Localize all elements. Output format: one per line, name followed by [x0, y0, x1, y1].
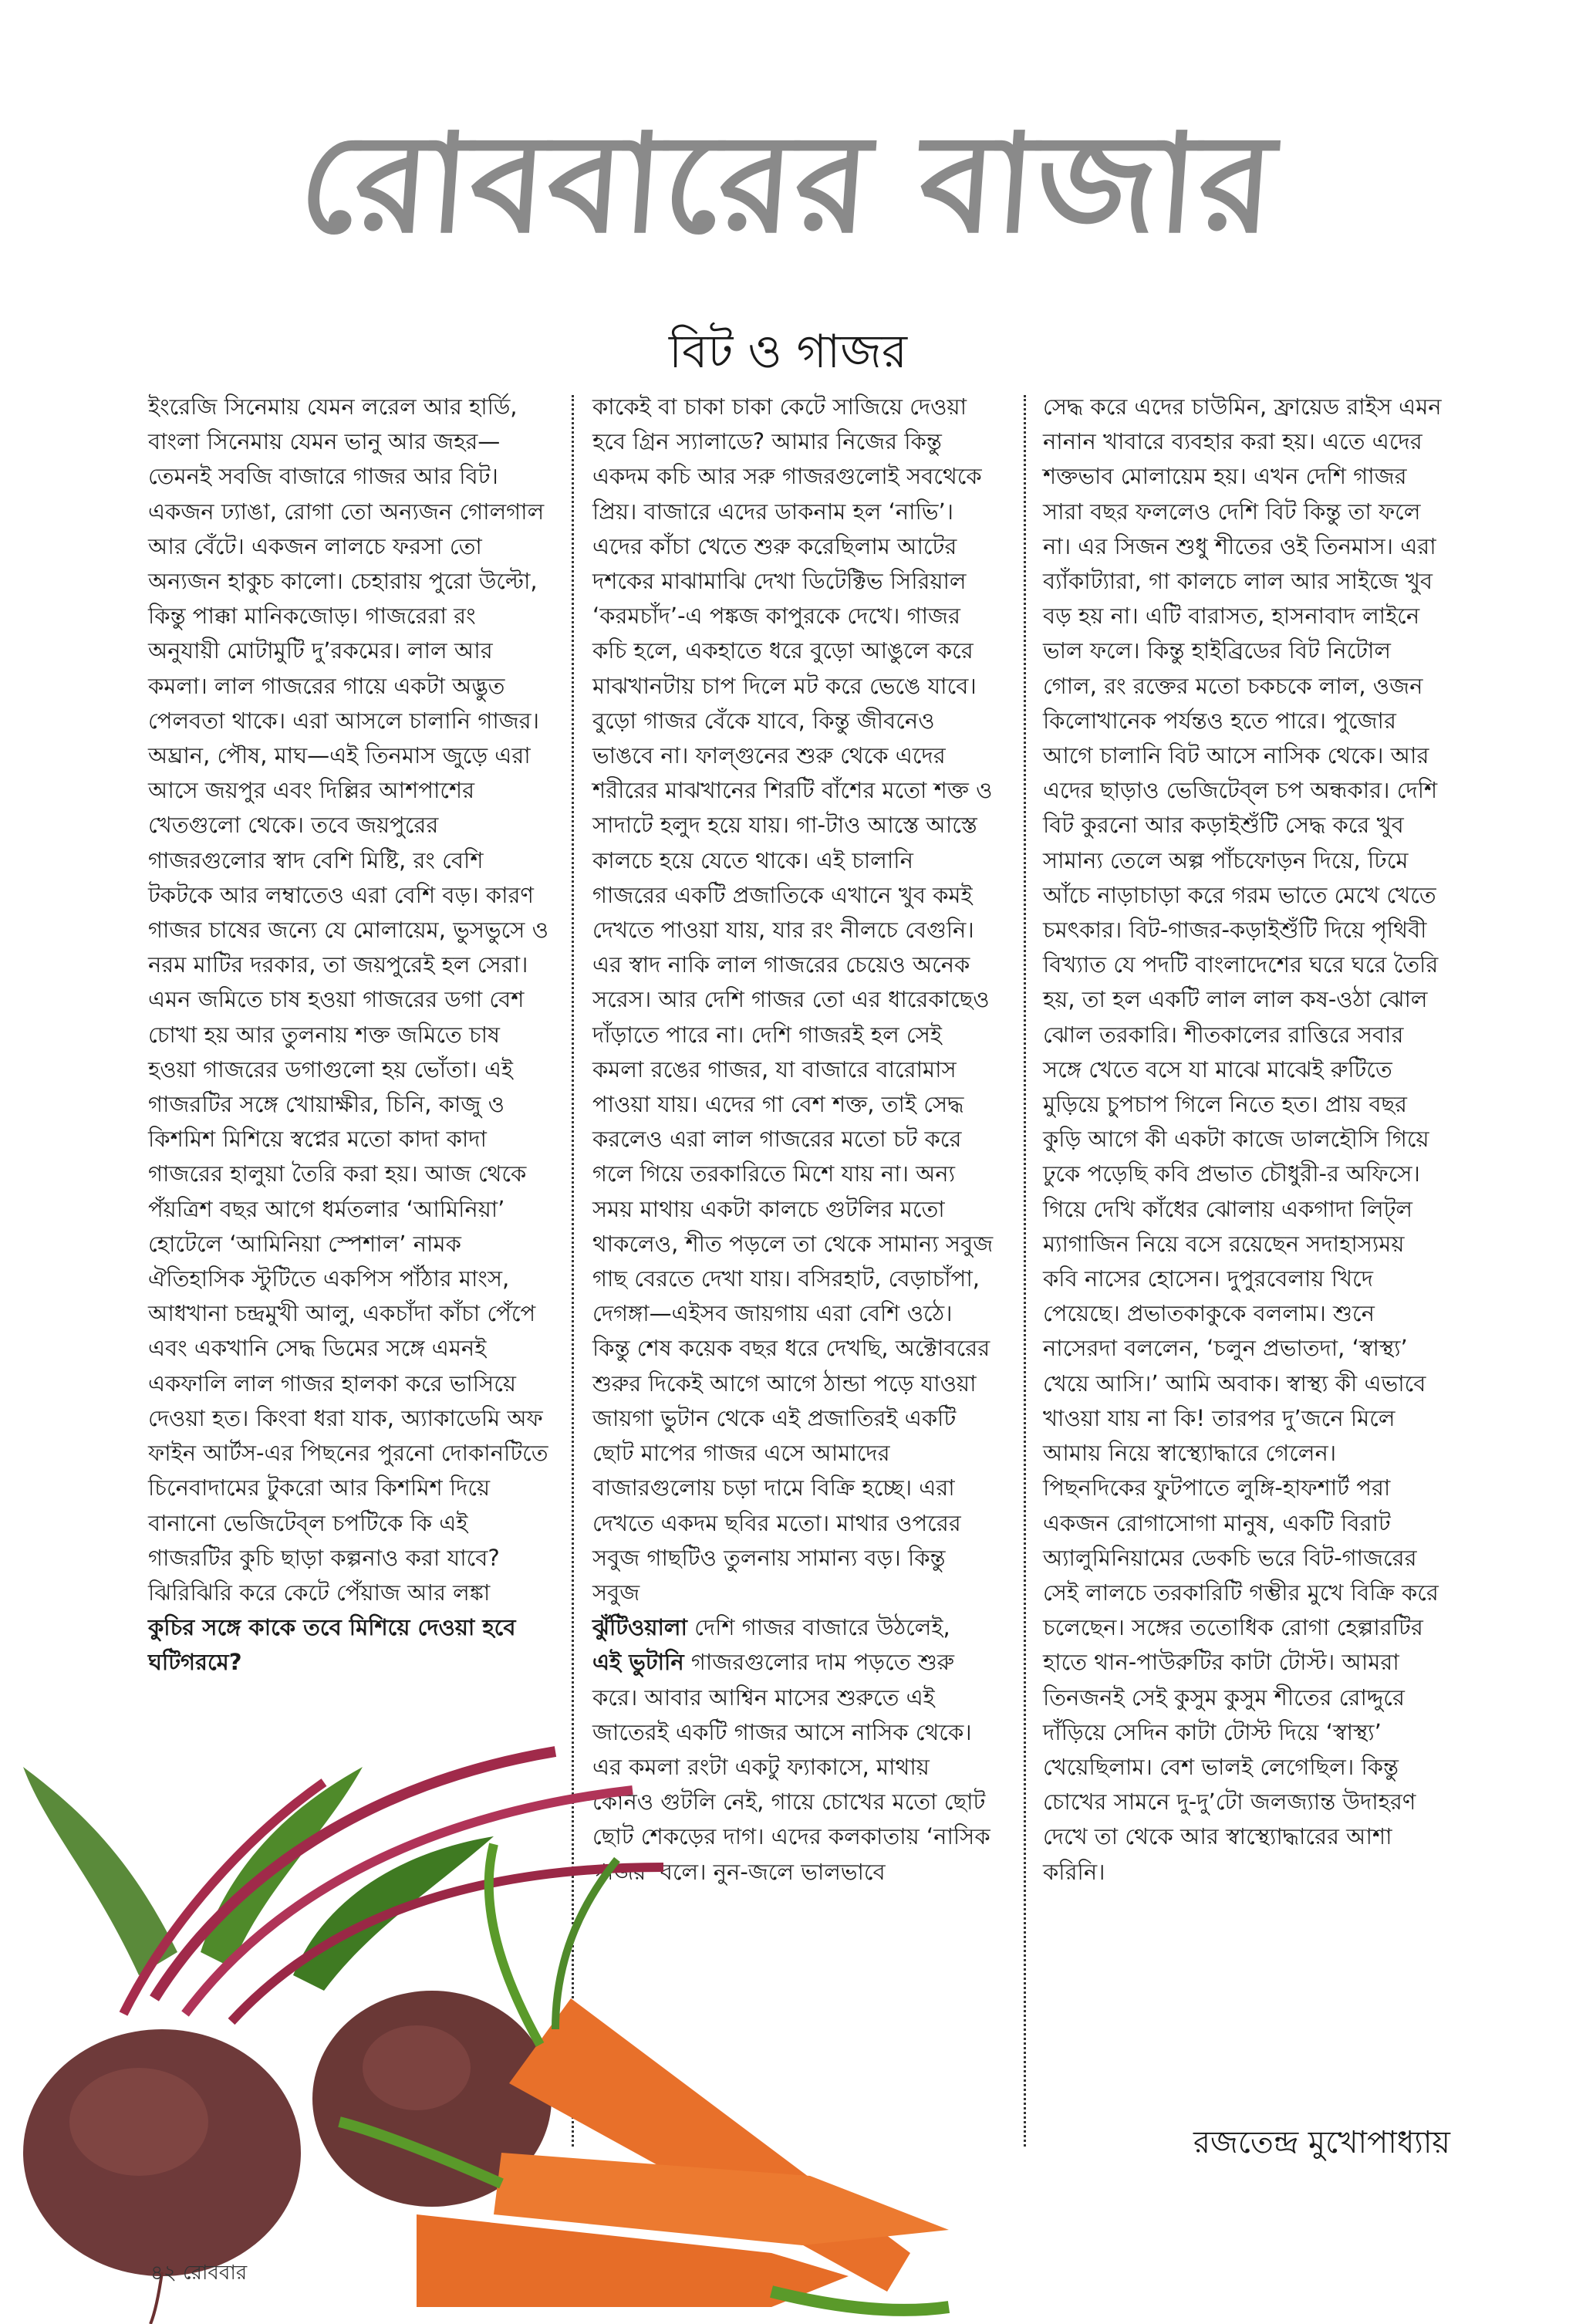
column-3-text: সেদ্ধ করে এদের চাউমিন, ফ্রায়েড রাইস এমন নানান খাবারে ব্যবহার করা হয়। এতে এদের শক্তভাব মোলায়েম হয়। এখন দেশি গাজর সারা বছর ফললেও দেশি বিট কিন্তু তা ফলে না। এর সিজন শুধু শীতের ওই তিনমাস। এরা ব্যাঁকাট্যারা, গা কালচে লাল আর সাইজে খুব বড় হয় না। এটি বারাসত, হাসনাবাদ লাইনে ভাল ফলে। কিন্তু হাইব্রিডের বিট নিটোল গোল, রং রক্তের মতো চকচকে লাল, ওজন কিলোখানেক পর্যন্তও হতে পারে। পুজোর আগে চালানি বিট আসে নাসিক থেকে। আর এদের ছাড়াও ভেজিটেব্‌ল চপ অন্ধকার। দেশি বিট কুরনো আর কড়াইশুঁটি সেদ্ধ করে খুব সামান্য তেলে অল্প পাঁচফোড়ন দিয়ে, ঢিমে আঁচে নাড়াচাড়া করে গরম ভাতে মেখে খেতে চমৎকার। বিট-গাজর-কড়াইশুঁটি দিয়ে পৃথিবী বিখ্যাত যে পদটি বাংলাদেশের ঘরে ঘরে তৈরি হয়, তা হল একটি লাল লাল কষ-ওঠা ঝোল ঝোল তরকারি। শীতকালের রাত্তিরে সবার সঙ্গে খেতে বসে যা মাঝে মাঝেই রুটিতে মুড়িয়ে চুপচাপ গিলে নিতে হত। প্রায় বছর কুড়ি আগে কী একটা কাজে ডালহৌসি গিয়ে ঢুকে পড়েছি কবি প্রভাত চৌধুরী-র অফিসে। গিয়ে দেখি কাঁধের ঝোলায় একগাদা লিট্‌ল ম্যাগাজিন নিয়ে বসে রয়েছেন সদাহাস্যময় কবি নাসের হোসেন। দুপুরবেলায় খিদে পেয়েছে। প্রভাতকাকুকে বললাম। শুনে নাসেরদা বললেন, ‘চলুন প্রভাতদা, ‘স্বাস্থ্য’ খেয়ে আসি।’ আমি অবাক। স্বাস্থ্য কী এভাবে খাওয়া যায় না কি! তারপর দু’জনে মিলে আমায় নিয়ে স্বাস্থ্যোদ্ধারে গেলেন। পিছনদিকের ফুটপাতে লুঙ্গি-হাফশার্ট পরা একজন রোগাসোগা মানুষ, একটি বিরাট অ্যালুমিনিয়ামের ডেকচি ভরে বিট-গাজরের সেই লালচে তরকারিটি গম্ভীর মুখে বিক্রি করে চলেছেন। সঙ্গের ততোধিক রোগা হেল্পারটির হাতে থান-পাউরুটির কাটা টোস্ট। আমরা তিনজনই সেই কুসুম কুসুম শীতের রোদ্দুরে দাঁড়িয়ে সেদিন কাটা টোস্ট দিয়ে ‘স্বাস্থ্য’ খেয়েছিলাম। বেশ ভালই লেগেছিল। কিন্তু চোখের সামনে দু-দু’টো জলজ্যান্ত উদাহরণ দেখে তা থেকে আর স্বাস্থ্যোদ্ধারের আশা করিনি।: [1043, 394, 1442, 1885]
column-1-text: ইংরেজি সিনেমায় যেমন লরেল আর হার্ডি, বাংলা সিনেমায় যেমন ভানু আর জহর—তেমনই সবজি বাজারে গাজর আর বিট। একজন ঢ্যাঙা, রোগা তো অন্যজন গোলগাল আর বেঁটে। একজন লালচে ফরসা তো অন্যজন হাকুচ কালো। চেহারায় পুরো উল্টো, কিন্তু পাক্কা মানিকজোড়। গাজরেরা রং অনুযায়ী মোটামুটি দু’রকমের। লাল আর কমলা। লাল গাজরের গায়ে একটা অদ্ভুত পেলবতা থাকে। এরা আসলে চালানি গাজর। অঘ্রান, পৌষ, মাঘ—এই তিনমাস জুড়ে এরা আসে জয়পুর এবং দিল্লির আশপাশের খেতগুলো থেকে। তবে জয়পুরের গাজরগুলোর স্বাদ বেশি মিষ্টি, রং বেশি টকটকে আর লম্বাতেও এরা বেশি বড়। কারণ গাজর চাষের জন্যে যে মোলায়েম, ভুসভুসে ও নরম মাটির দরকার, তা জয়পুরেই হল সেরা। এমন জমিতে চাষ হওয়া গাজরের ডগা বেশ চোখা হয় আর তুলনায় শক্ত জমিতে চাষ হওয়া গাজরের ডগাগুলো হয় ভোঁতা। এই গাজরটির সঙ্গে খোয়াক্ষীর, চিনি, কাজু ও কিশমিশ মিশিয়ে স্বপ্নের মতো কাদা কাদা গাজরের হালুয়া তৈরি করা হয়। আজ থেকে পঁয়ত্রিশ বছর আগে ধর্মতলার ‘আমিনিয়া’ হোটেলে ‘আমিনিয়া স্পেশাল’ নামক ঐতিহাসিক স্টুটিতে একপিস পাঁঠার মাংস, আধখানা চন্দ্রমুখী আলু, একচাঁদা কাঁচা পেঁপে এবং একখানি সেদ্ধ ডিমের সঙ্গে এমনই একফালি লাল গাজর হালকা করে ভাসিয়ে দেওয়া হত। কিংবা ধরা যাক, অ্যাকাডেমি অফ ফাইন আর্টস-এর পিছনের পুরনো দোকানটিতে চিনেবাদামের টুকরো আর কিশমিশ দিয়ে বানানো ভেজিটেব্‌ল চপটিকে কি এই গাজরটির কুচি ছাড়া কল্পনাও করা যাবে? ঝিরিঝিরি করে কেটে পেঁয়াজ আর লঙ্কা: [148, 394, 548, 1606]
author-byline: রজতেন্দ্র মুখোপাধ্যায়: [1193, 2125, 1450, 2160]
masthead-title: রোববারের বাজার: [295, 103, 1281, 263]
leaves-illustration: [23, 1751, 663, 2022]
column-2-bold-2: এই ভুটানি: [592, 1649, 684, 1676]
masthead: [0, 103, 1576, 263]
beet-carrot-photo: [0, 1721, 1026, 2324]
column-2-bold-1: ঝুঁটিওয়ালা: [592, 1614, 687, 1641]
column-2-text: কাকেই বা চাকা চাকা কেটে সাজিয়ে দেওয়া হবে গ্রিন স্যালাডে? আমার নিজের কিন্তু একদম কচি আর সরু গাজরগুলোই সবথেকে প্রিয়। বাজারে এদের ডাকনাম হল ‘নাভি’। এদের কাঁচা খেতে শুরু করেছিলাম আটের দশকের মাঝামাঝি দেখা ডিটেক্টিভ সিরিয়াল ‘করমচাঁদ’-এ পঙ্কজ কাপুরকে দেখে। গাজর কচি হলে, একহাতে ধরে বুড়ো আঙুলে করে মাঝখানটায় চাপ দিলে মট করে ভেঙে যাবে। বুড়ো গাজর বেঁকে যাবে, কিন্তু জীবনেও ভাঙবে না। ফাল্গুনের শুরু থেকে এদের শরীরের মাঝখানের শিরটি বাঁশের মতো শক্ত ও সাদাটে হলুদ হয়ে যায়। গা-টাও আস্তে আস্তে কালচে হয়ে যেতে থাকে। এই চালানি গাজরের একটি প্রজাতিকে এখানে খুব কমই দেখতে পাওয়া যায়, যার রং নীলচে বেগুনি। এর স্বাদ নাকি লাল গাজরের চেয়েও অনেক সরেস। আর দেশি গাজর তো এর ধারেকাছেও দাঁড়াতে পারে না। দেশি গাজরই হল সেই কমলা রঙের গাজর, যা বাজারে বারোমাস পাওয়া যায়। এদের গা বেশ শক্ত, তাই সেদ্ধ করলেও এরা লাল গাজরের মতো চট করে গলে গিয়ে তরকারিতে মিশে যায় না। অন্য সময় মাথায় একটা কালচে গুটলির মতো থাকলেও, শীত পড়লে তা থেকে সামান্য সবুজ গাছ বেরতে দেখা যায়। বসিরহাট, বেড়াচাঁপা, দেগঙ্গা—এইসব জায়গায় এরা বেশি ওঠে। কিন্তু শেষ কয়েক বছর ধরে দেখছি, অক্টোবরের শুরুর দিকেই আগে আগে ঠান্ডা পড়ে যাওয়া জায়গা ভুটান থেকে এই প্রজাতিরই একটি ছোট মাপের গাজর এসে আমাদের বাজারগুলোয় চড়া দামে বিক্রি হচ্ছে। এরা দেখতে একদম ছবির মতো। মাথার ওপরের সবুজ গাছটিও তুলনায় সামান্য বড়। কিন্তু সবুজ ঝুঁটিওয়ালা দেশি গাজর বাজারে উঠলেই, এই ভুটানি গাজরগুলোর দাম পড়তে শুরু করে। আবার আশ্বিন মাসের শুরুতে এই জাতেরই একটি গাজর আসে নাসিক থেকে। এর কমলা রংটা একটু ফ্যাকাসে, মাথায় কোনও গুটলি নেই, গায়ে চোখের মতো ছোট ছোট শেকড়ের দাগ। এদের কলকাতায় ‘নাসিক গাজর’ বলে। নুন-জলে ভালভাবে: [592, 394, 994, 1885]
page-folio: ৪২ রোববার: [150, 2262, 248, 2285]
article-column-2: [592, 390, 994, 1890]
article-column-3: [1043, 390, 1444, 1890]
column-2-tail: গাজরগুলোর দাম পড়তে শুরু করে। আবার আশ্বিন মাসের শুরুতে এই জাতেরই একটি গাজর আসে নাসিক থেকে। এর কমলা রংটা একটু ফ্যাকাসে, মাথায় কোনও গুটলি নেই, গায়ে চোখের মতো ছোট ছোট শেকড়ের দাগ। এদের কলকাতায় ‘নাসিক গাজর’ বলে। নুন-জলে ভালভাবে: [592, 1649, 990, 1885]
article-column-1: [148, 390, 553, 1681]
article-subtitle: বিট ও গাজর: [669, 325, 907, 379]
column-1-bold-text: কুচির সঙ্গে কাকে তবে মিশিয়ে দেওয়া হবে ঘটিগরমে?: [148, 1614, 516, 1676]
